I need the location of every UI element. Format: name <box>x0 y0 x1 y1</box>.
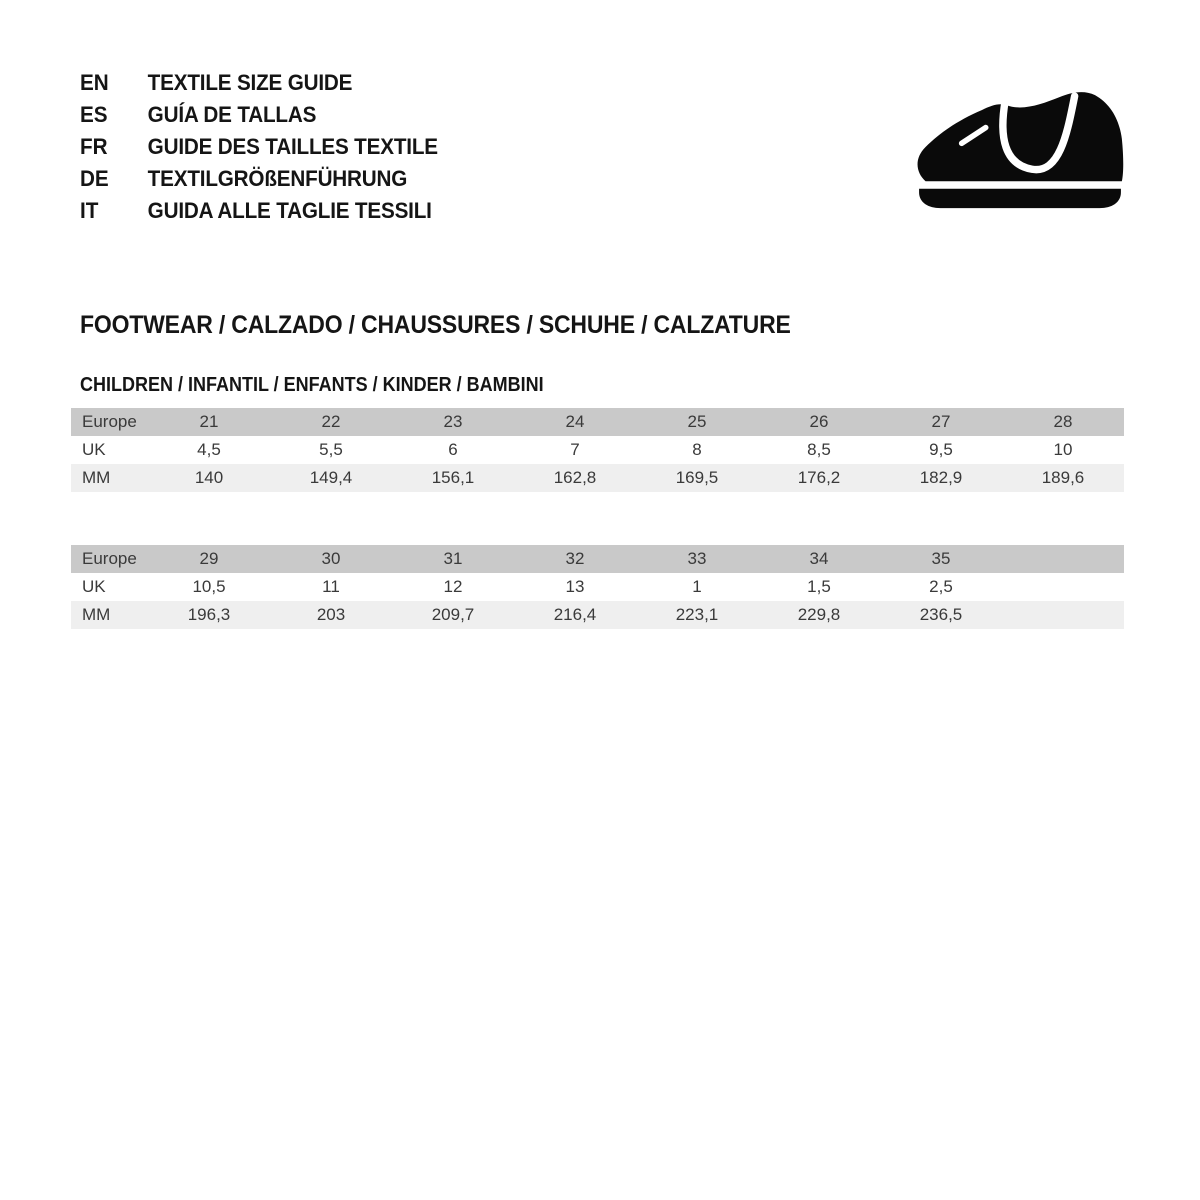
language-row-it <box>80 195 438 227</box>
size-cell: 216,4 <box>553 605 597 624</box>
language-title-list <box>80 67 438 227</box>
size-cell: 156,1 <box>431 468 475 487</box>
language-row-de <box>80 163 438 195</box>
size-cell: 34 <box>809 549 829 568</box>
size-cell: 27 <box>931 412 951 431</box>
size-cell: 176,2 <box>797 468 841 487</box>
size-cell: 33 <box>687 549 707 568</box>
children-shoe-icon <box>910 85 1130 210</box>
size-cell: 7 <box>570 440 580 459</box>
size-cell: 1 <box>692 577 702 596</box>
size-cell: 149,4 <box>309 468 353 487</box>
size-cell: 1,5 <box>807 577 831 596</box>
children-size-table-1 <box>71 408 1124 492</box>
size-cell: 5,5 <box>319 440 343 459</box>
language-code: EN <box>80 70 109 95</box>
size-cell: 196,3 <box>187 605 231 624</box>
section-title: FOOTWEAR / CALZADO / CHAUSSURES / SCHUHE / CALZATURE <box>80 311 791 339</box>
row-label: MM <box>82 468 111 487</box>
row-label: Europe <box>82 412 137 431</box>
language-title: GUIDE DES TAILLES TEXTILE <box>147 134 438 159</box>
language-title: GUIDA ALLE TAGLIE TESSILI <box>147 198 432 223</box>
size-cell: 203 <box>316 605 346 624</box>
language-code: DE <box>80 166 109 191</box>
size-cell: 29 <box>199 549 219 568</box>
table-row-uk <box>71 573 1124 601</box>
size-cell: 25 <box>687 412 707 431</box>
language-code: ES <box>80 102 108 127</box>
size-cell: 35 <box>931 549 951 568</box>
table-row-uk <box>71 436 1124 464</box>
shoe-sole <box>919 189 1121 208</box>
row-label: UK <box>82 440 106 459</box>
size-cell: 28 <box>1053 412 1073 431</box>
size-cell: 26 <box>809 412 829 431</box>
language-row-fr <box>80 131 438 163</box>
language-title: TEXTILE SIZE GUIDE <box>147 70 353 95</box>
language-row-en <box>80 67 438 99</box>
size-cell: 31 <box>443 549 463 568</box>
row-label: Europe <box>82 549 137 568</box>
language-code: FR <box>80 134 108 159</box>
size-cell: 24 <box>565 412 585 431</box>
size-cell: 6 <box>448 440 458 459</box>
row-label: UK <box>82 577 106 596</box>
size-cell: 11 <box>322 577 340 596</box>
size-cell: 32 <box>565 549 585 568</box>
table-row-europe <box>71 408 1124 436</box>
size-cell: 169,5 <box>675 468 719 487</box>
size-cell: 4,5 <box>197 440 221 459</box>
size-cell: 8 <box>692 440 702 459</box>
size-cell: 236,5 <box>919 605 963 624</box>
size-cell: 10 <box>1053 440 1073 459</box>
size-cell: 30 <box>321 549 341 568</box>
size-cell: 13 <box>565 577 585 596</box>
table-row-europe <box>71 545 1124 573</box>
size-cell: 2,5 <box>929 577 953 596</box>
size-cell: 209,7 <box>431 605 475 624</box>
section-subtitle: CHILDREN / INFANTIL / ENFANTS / KINDER / BAMBINI <box>80 374 544 396</box>
size-cell: 182,9 <box>919 468 963 487</box>
size-cell: 140 <box>194 468 224 487</box>
size-cell: 229,8 <box>797 605 841 624</box>
size-cell: 9,5 <box>929 440 953 459</box>
size-cell: 12 <box>443 577 463 596</box>
language-title: TEXTILGRÖßENFÜHRUNG <box>147 166 408 191</box>
size-cell: 8,5 <box>807 440 831 459</box>
language-title: GUÍA DE TALLAS <box>147 102 317 127</box>
size-cell: 10,5 <box>192 577 226 596</box>
language-row-es <box>80 99 438 131</box>
row-label: MM <box>82 605 111 624</box>
children-size-table-2 <box>71 545 1124 629</box>
table-row-mm <box>71 601 1124 629</box>
size-cell: 23 <box>443 412 463 431</box>
size-cell: 162,8 <box>553 468 597 487</box>
size-cell: 223,1 <box>675 605 719 624</box>
table-row-mm <box>71 464 1124 492</box>
size-cell: 22 <box>321 412 341 431</box>
size-cell: 21 <box>199 412 219 431</box>
language-code: IT <box>80 198 99 223</box>
size-cell: 189,6 <box>1041 468 1085 487</box>
